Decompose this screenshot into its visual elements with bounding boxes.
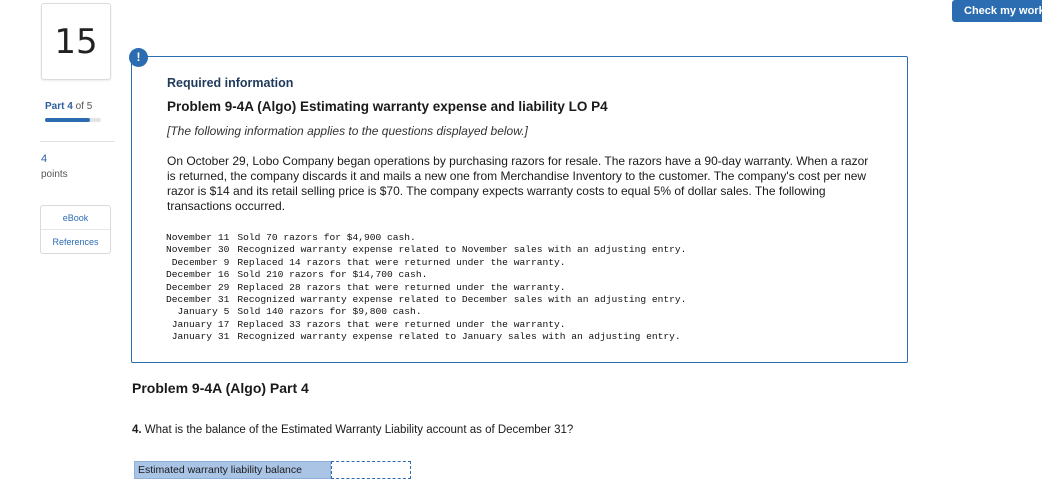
problem-note: [The following information applies to the questions displayed below.]: [167, 124, 528, 138]
problem-title: Problem 9-4A (Algo) Estimating warranty expense and liability LO P4: [167, 99, 608, 114]
part-indicator: [45, 101, 92, 112]
answer-label: Estimated warranty liability balance: [134, 461, 331, 479]
transaction-text: Replaced 33 razors that were returned under the warranty.: [237, 318, 566, 330]
problem-description: On October 29, Lobo Company began operations by purchasing razors for resale. The razors have a 90-day warranty. When a razor is returned, the company discards it and mails a new one from Merchandise Inventory to the customer. The company's cost per new razor is $14 and its retail selling price is $70. The company expects warranty costs to equal 5% of dollar sales. The following transactions occurred.: [167, 154, 869, 213]
transaction-text: Recognized warranty expense related to December sales with an adjusting entry.: [237, 294, 687, 306]
transaction-row: [166, 257, 686, 269]
transaction-date: January 17: [171, 318, 230, 330]
transaction-date: December 9: [171, 256, 230, 268]
sidebar-divider: [40, 141, 115, 142]
transaction-row: [166, 331, 686, 343]
question-number: 15: [54, 21, 98, 62]
transaction-row: [166, 306, 686, 318]
transaction-date: December 29: [166, 281, 230, 293]
transaction-row: [166, 294, 686, 306]
side-resources: [40, 205, 111, 254]
transaction-text: Sold 210 razors for $14,700 cash.: [237, 269, 428, 281]
transaction-text: Recognized warranty expense related to November sales with an adjusting entry.: [237, 244, 687, 256]
part-prefix: Part: [45, 101, 65, 112]
check-my-work-button[interactable]: Check my work: [952, 0, 1042, 22]
warranty-liability-input[interactable]: [331, 461, 411, 479]
transaction-row: [166, 282, 686, 294]
transaction-text: Replaced 14 razors that were returned under the warranty.: [237, 256, 566, 268]
transaction-text: Replaced 28 razors that were returned under the warranty.: [237, 281, 566, 293]
question: [132, 424, 573, 436]
transaction-text: Sold 140 razors for $9,800 cash.: [237, 306, 422, 318]
transaction-row: [166, 232, 686, 244]
transaction-date: December 16: [166, 269, 230, 281]
required-information-heading: Required information: [167, 76, 294, 90]
transaction-date: January 5: [177, 306, 230, 318]
ebook-button[interactable]: eBook: [62, 213, 89, 223]
transaction-row: [166, 269, 686, 281]
transaction-row: [166, 319, 686, 331]
transaction-text: Sold 70 razors for $4,900 cash.: [237, 232, 416, 243]
points-value: 4: [41, 153, 48, 165]
transaction-date: January 31: [171, 331, 230, 343]
part-progress-fill: [45, 118, 90, 122]
part-heading: Problem 9-4A (Algo) Part 4: [132, 380, 309, 396]
alert-icon: !: [129, 48, 148, 67]
transaction-text: Recognized warranty expense related to January sales with an adjusting entry.: [237, 331, 681, 343]
question-number-card: [41, 3, 111, 80]
transaction-row: [166, 244, 686, 256]
part-of: of 5: [75, 101, 93, 112]
transaction-date: November 11: [166, 232, 230, 243]
question-text: What is the balance of the Estimated Warranty Liability account as of December 31?: [144, 424, 574, 436]
points-label: points: [41, 169, 68, 180]
transaction-date: November 30: [166, 244, 230, 256]
part-current: 4: [67, 101, 73, 112]
answer-row: [134, 461, 411, 479]
transactions-table: [166, 232, 686, 344]
part-progress-bar: [45, 118, 101, 122]
transaction-date: December 31: [166, 294, 230, 306]
question-number-label: 4.: [132, 424, 142, 436]
references-button[interactable]: References: [41, 229, 110, 253]
